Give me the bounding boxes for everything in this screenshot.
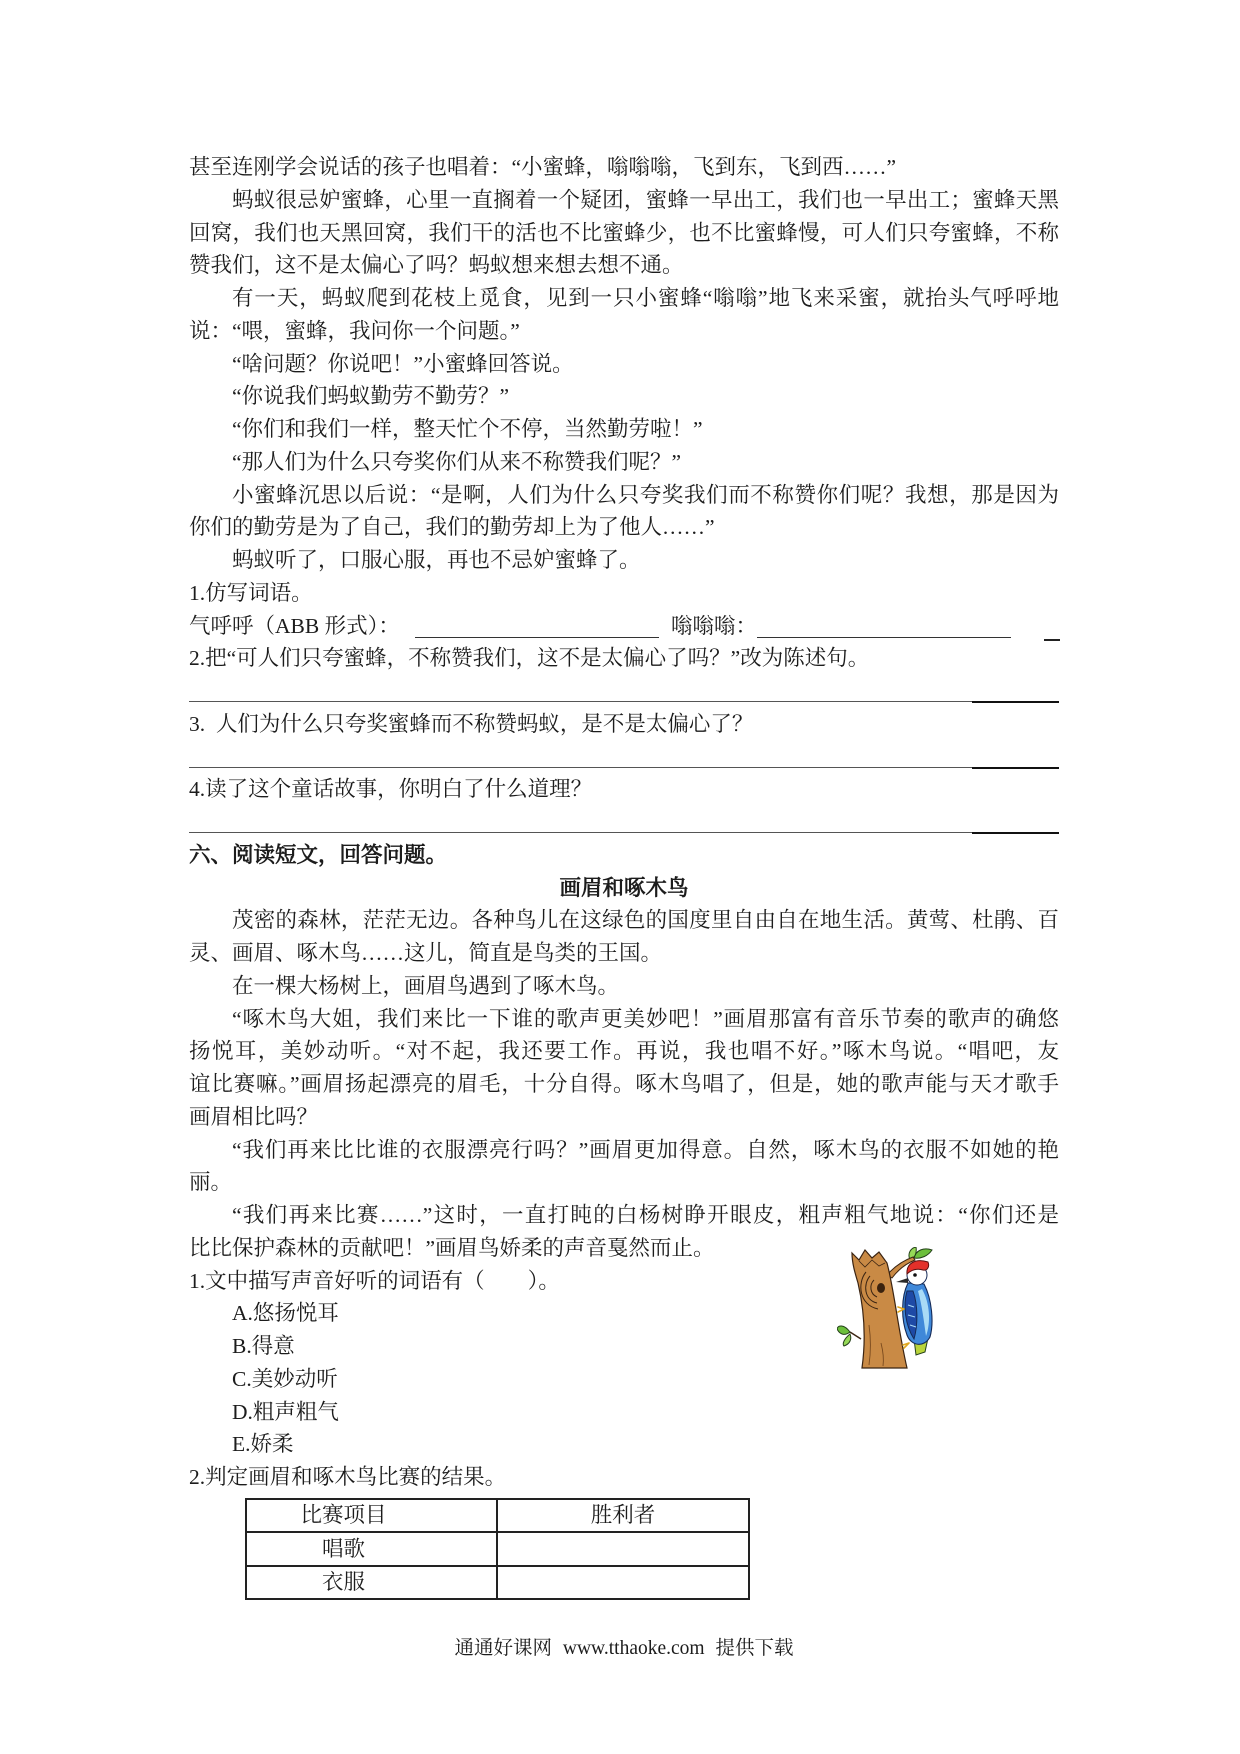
story-line: 灵、画眉、啄木鸟……这儿，简直是鸟类的王国。 (189, 941, 663, 965)
story-line: “我们再来比赛……”这时，一直打盹的白杨树睁开眼皮，粗声粗气地说：“你们还是 (232, 1203, 1059, 1227)
story-line: 回窝，我们也天黑回窝，我们干的活也不比蜜蜂少，也不比蜜蜂慢，可人们只夸蜜蜂，不称 (189, 220, 1059, 245)
story-line: 蚂蚁听了，口服心服，再也不忌妒蜜蜂了。 (232, 548, 641, 572)
answer-line (189, 675, 1059, 708)
story-line: “我们再来比比谁的衣服漂亮行吗？”画眉更加得意。自然，啄木鸟的衣服不如她的艳 (232, 1137, 1059, 1162)
answer-rule (189, 832, 972, 833)
side-leaves (837, 1326, 861, 1346)
table-row (246, 1566, 749, 1600)
question-3-label: 3. 人们为什么只夸奖蜜蜂而不称赞蚂蚁，是不是太偏心了？ (189, 711, 754, 736)
option-b: B.得意 (232, 1334, 295, 1358)
story-line: 谊比赛嘛。”画眉扬起漂亮的眉毛，十分自得。啄木鸟唱了，但是，她的歌声能与天才歌手 (189, 1072, 1059, 1096)
fill-item-1-label: 气呼呼（ABB 形式）： (189, 613, 400, 638)
option-e: E.娇柔 (232, 1432, 294, 1457)
twig (850, 1332, 861, 1339)
story-line: 在一棵大杨树上，画眉鸟遇到了啄木鸟。 (232, 973, 620, 998)
answer-line (189, 741, 1059, 774)
table-cell (497, 1532, 749, 1566)
leaf (843, 1334, 851, 1346)
story-line: 比比保护森林的贡献吧！”画眉鸟娇柔的声音戛然而止。 (189, 1235, 715, 1260)
tree-hole (877, 1283, 885, 1293)
fill-blank-3 (1044, 639, 1060, 641)
story-line: 丽。 (189, 1170, 233, 1195)
answer-line (189, 806, 1059, 839)
story-line: 说：“喂，蜜蜂，我问你一个问题。” (189, 318, 520, 343)
fill-item-2-label: 嗡嗡嗡： (671, 613, 758, 638)
story-line: 甚至连刚学会说话的孩子也唱着：“小蜜蜂，嗡嗡嗡，飞到东，飞到西……” (189, 155, 897, 179)
story-line: “你说我们蚂蚁勤劳不勤劳？” (232, 384, 510, 409)
answer-rule (189, 767, 972, 768)
answer-rule (189, 701, 972, 702)
woodpecker-on-tree-icon (837, 1247, 933, 1370)
worksheet-content (189, 151, 1059, 1600)
fill-blank-2 (757, 637, 1011, 638)
story-line: “啥问题？你说吧！”小蜜蜂回答说。 (232, 351, 574, 376)
question-4-label: 4.读了这个童话故事，你明白了什么道理？ (189, 777, 593, 802)
question-1-label: 1.仿写词语。 (189, 580, 313, 605)
story-line: 茂密的森林，茫茫无边。各种鸟儿在这绿色的国度里自由自在地生活。黄莺、杜鹃、百 (232, 908, 1059, 933)
table-cell: 唱歌 (246, 1532, 497, 1566)
story-title: 画眉和啄木鸟 (559, 875, 689, 900)
woodpecker-beak (896, 1278, 908, 1283)
story-line: “那人们为什么只夸奖你们从来不称赞我们呢？” (232, 449, 682, 474)
question-2-label: 2.判定画眉和啄木鸟比赛的结果。 (189, 1465, 507, 1489)
result-table (245, 1498, 750, 1601)
question-2-label: 2.把“可人们只夸蜜蜂，不称赞我们，这不是太偏心了吗？”改为陈述句。 (189, 646, 870, 671)
story-line: “你们和我们一样，整天忙个不停，当然勤劳啦！” (232, 417, 703, 441)
table-row (246, 1532, 749, 1566)
table-header-cell: 比赛项目 (246, 1499, 497, 1533)
question-1-fill-row (189, 610, 1059, 643)
question-1-label: 1.文中描写声音好听的词语有（ ）。 (189, 1268, 560, 1293)
story-line: 你们的勤劳是为了自己，我们的勤劳却上为了他人……” (189, 515, 715, 540)
fill-blank-1 (415, 637, 659, 638)
story-line: 画眉相比吗？ (189, 1104, 319, 1129)
option-d: D.粗声粗气 (232, 1399, 339, 1424)
table-header-cell: 胜利者 (497, 1499, 749, 1533)
answer-rule-end (972, 701, 1059, 703)
leaf (837, 1326, 850, 1334)
table-header-row (246, 1499, 749, 1533)
page-footer: 通通好课网 www.tthaoke.com 提供下载 (454, 1638, 794, 1659)
story-line: 赞我们，这不是太偏心了吗？蚂蚁想来想去想不通。 (189, 253, 684, 278)
table-cell (497, 1566, 749, 1600)
option-c: C.美妙动听 (232, 1366, 338, 1391)
section-heading: 六、阅读短文，回答问题。 (189, 842, 448, 867)
answer-rule-end (972, 767, 1059, 769)
woodpecker-eye (913, 1273, 917, 1277)
table-cell: 衣服 (246, 1566, 497, 1600)
answer-rule-end (972, 832, 1059, 834)
story-line: 蚂蚁很忌妒蜜蜂，心里一直搁着一个疑团，蜜蜂一早出工，我们也一早出工；蜜蜂天黑 (232, 187, 1059, 212)
story-line: “啄木鸟大姐，我们来比一下谁的歌声更美妙吧！”画眉那富有音乐节奏的歌声的确悠 (232, 1006, 1059, 1031)
option-a: A.悠扬悦耳 (232, 1301, 339, 1326)
story-line: 小蜜蜂沉思以后说：“是啊，人们为什么只夸奖我们而不称赞你们呢？我想，那是因为 (232, 482, 1059, 507)
story-line: 有一天，蚂蚁爬到花枝上觅食，见到一只小蜜蜂“嗡嗡”地飞来采蜜，就抬头气呼呼地 (232, 286, 1059, 310)
story-line: 扬悦耳，美妙动听。“对不起，我还要工作。再说，我也唱不好。”啄木鸟说。“唱吧，友 (189, 1039, 1059, 1064)
